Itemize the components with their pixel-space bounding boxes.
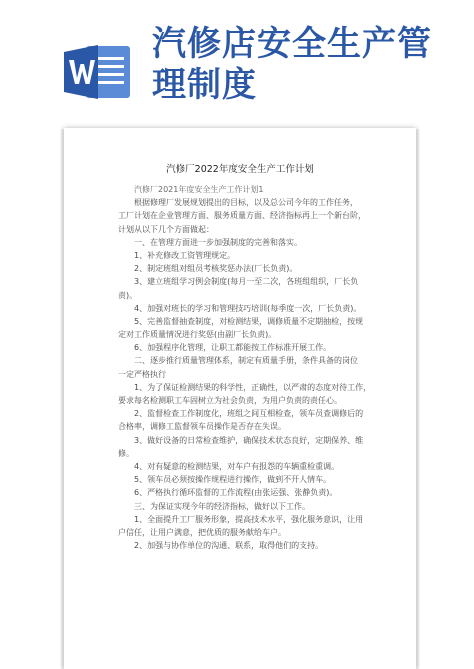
document-line: 5、领车员必须按操作规程进行操作，做到不开人情车。	[134, 475, 332, 485]
document-line: 责)。	[118, 290, 138, 300]
document-line: 合格率，调修工监督领车员操作是否存在失误。	[118, 422, 286, 432]
document-line: 工厂计划在企业管理方面、服务质量方面、经济指标再上一个新台阶，	[118, 211, 366, 221]
document-line: 4、加强对班长的学习和管理技巧培训(每季度一次，厂长负责)。	[134, 303, 362, 313]
document-line: 二、逐步推行质量管理体系，制定有质量手册，条件具备的岗位	[134, 356, 358, 366]
document-page	[64, 128, 416, 669]
document-line: 2、制定班组对组员考核奖惩办法(厂长负责)。	[134, 264, 298, 274]
word-document-icon	[62, 40, 134, 104]
document-line: 一定严格执行	[118, 369, 166, 379]
document-title: 汽修厂2022年度安全生产工作计划	[166, 164, 314, 175]
document-line: 1、补充修改工资管理规定。	[134, 250, 236, 260]
document-line: 修。	[118, 448, 134, 458]
document-body	[118, 183, 382, 552]
document-line: 3、做好设备的日常检查维护，确保技术状态良好，定期保养、维	[134, 435, 364, 445]
banner-title-line-1: 汽修店安全生产管	[152, 24, 432, 64]
document-line: 5、完善监督抽查制度，对检测结果，调修质量不定期抽检，按规	[134, 316, 364, 326]
document-line: 3、建立班组学习例会制度(每月一至二次，各班组组织，厂长负	[134, 277, 359, 287]
document-line: 户信任，让用户满意，把优质的服务献给车户。	[118, 527, 286, 537]
document-line: 2、加强与协作单位的沟通、联系，取得他们的支持。	[134, 541, 324, 551]
banner-title-line-2: 理制度	[152, 65, 257, 105]
document-line: 6、加强程序化管理，让职工都能按工作标准开展工作。	[134, 343, 332, 353]
document-line: 1、为了保证检测结果的科学性，正确性，以严肃的态度对待工作，	[134, 382, 372, 392]
document-line: 定对工作质量情况进行奖惩(由副厂长负责)。	[118, 330, 277, 340]
document-line: 2、监督检查工作制度化，班组之间互相检查，领车员查调修后的	[134, 409, 364, 419]
banner-title	[152, 24, 464, 106]
document-line: 汽修厂2021年度安全生产工作计划1	[134, 185, 264, 194]
document-line: 根据修理厂发展规划提出的目标，以及总公司今年的工作任务，	[134, 198, 358, 208]
document-line: 6、严格执行循环监督的工作流程(由张运强、张静负责)。	[134, 488, 338, 498]
document-line: 4、对有疑意的检测结果，对车户有报怨的车辆重检重调。	[134, 461, 340, 471]
document-line: 三、为保证实现今年的经济指标，做好以下工作。	[134, 501, 310, 511]
document-line: 1、全面提升工厂服务形象，提高技术水平，强化服务意识，让用	[134, 514, 364, 524]
document-line: 一、在管理方面进一步加强制度的完善和落实。	[134, 237, 302, 247]
document-line: 计划从以下几个方面做起：	[118, 224, 214, 234]
document-line: 要求每名检测职工车固树立为社会负责，为用户负责的责任心。	[118, 396, 342, 405]
banner-header	[0, 0, 474, 120]
